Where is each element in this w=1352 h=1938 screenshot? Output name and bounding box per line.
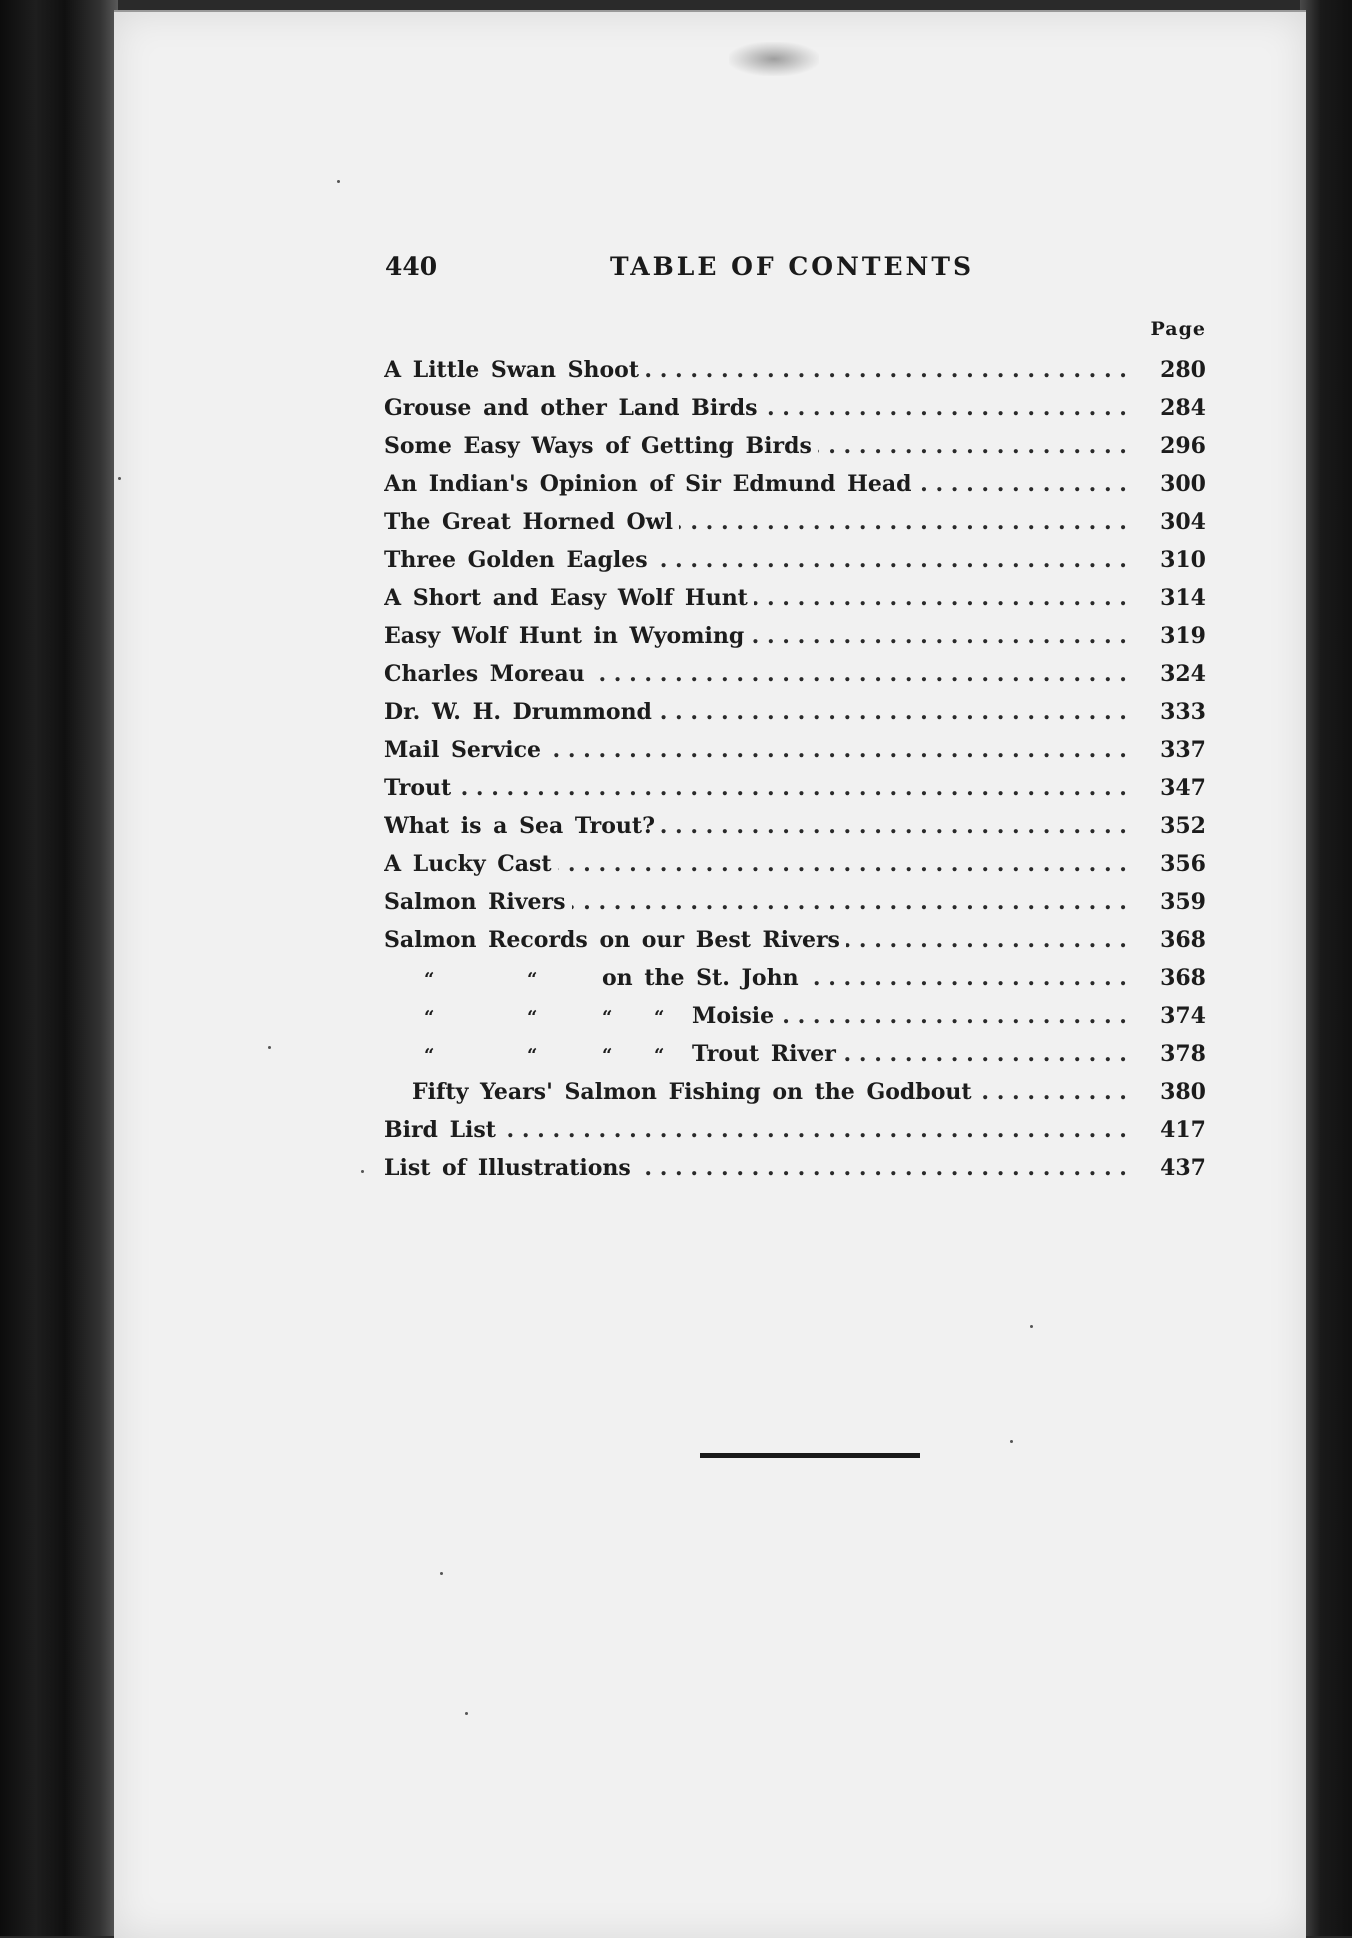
- toc-entry-title: Some Easy Ways of Getting Birds: [384, 433, 818, 459]
- toc-entry: [384, 541, 1206, 579]
- ditto-mark: “: [654, 1045, 665, 1066]
- toc-entry: [384, 465, 1206, 503]
- section-divider-rule: [700, 1453, 920, 1458]
- toc-entry: [384, 959, 1206, 997]
- toc-entry-page: 280: [1140, 351, 1206, 389]
- toc-entry-title: Mail Service: [384, 737, 547, 763]
- toc-entry-title: Dr. W. H. Drummond: [384, 699, 658, 725]
- toc-entry-title: A Little Swan Shoot: [384, 357, 645, 383]
- toc-entry-title: Charles Moreau: [384, 661, 591, 687]
- paper-speck: [440, 1572, 443, 1575]
- toc-entry: [384, 769, 1206, 807]
- toc-entry-page: 368: [1140, 921, 1206, 959]
- toc-entry: [384, 921, 1206, 959]
- toc-entry: [384, 503, 1206, 541]
- toc-entry-subtitle: Moisie: [692, 1003, 775, 1029]
- toc-entry-title: Bird List: [384, 1117, 502, 1143]
- toc-entry-title: Salmon Rivers: [384, 889, 572, 915]
- toc-entry-page: 333: [1140, 693, 1206, 731]
- toc-entry-title: Salmon Records on our Best Rivers: [384, 927, 846, 953]
- toc-entry-page: 368: [1140, 959, 1206, 997]
- toc-entry-title: List of Illustrations: [384, 1155, 637, 1181]
- toc-entry: [384, 389, 1206, 427]
- paper-speck: [268, 1046, 271, 1049]
- toc-entry-page: 296: [1140, 427, 1206, 465]
- toc-entry-title: Grouse and other Land Birds: [384, 395, 764, 421]
- toc-entry-page: 310: [1140, 541, 1206, 579]
- toc-entry: [384, 1035, 1206, 1073]
- toc-entry-page: 356: [1140, 845, 1206, 883]
- toc-entry-title: [384, 1003, 780, 1029]
- running-title: TABLE OF CONTENTS: [610, 252, 975, 281]
- toc-entry: [384, 997, 1206, 1035]
- ditto-mark: “: [527, 1045, 538, 1066]
- toc-entry-page: 359: [1140, 883, 1206, 921]
- toc-entry-page: 314: [1140, 579, 1206, 617]
- ditto-mark: “: [602, 1045, 613, 1066]
- toc-entry-page: 374: [1140, 997, 1206, 1035]
- ditto-mark: “: [602, 1007, 613, 1028]
- page-number: 440: [385, 252, 438, 281]
- toc-entry: [384, 883, 1206, 921]
- toc-entry-page: 347: [1140, 769, 1206, 807]
- toc-entry: [384, 617, 1206, 655]
- toc-entry-page: 324: [1140, 655, 1206, 693]
- paper-speck: [118, 477, 121, 480]
- toc-entry-page: 319: [1140, 617, 1206, 655]
- page-edge: [1300, 0, 1352, 1936]
- toc-entry-page: 378: [1140, 1035, 1206, 1073]
- toc-entry-title: Three Golden Eagles: [384, 547, 654, 573]
- paper-speck: [337, 180, 340, 183]
- paper-speck: [1030, 1325, 1033, 1328]
- ditto-mark: “: [654, 1007, 665, 1028]
- toc-entry: [384, 731, 1206, 769]
- toc-entry-page: 300: [1140, 465, 1206, 503]
- toc-entry-title: [384, 1041, 842, 1067]
- toc-entry: [384, 427, 1206, 465]
- ditto-mark: “: [527, 1007, 538, 1028]
- toc-entry-title: Fifty Years' Salmon Fishing on the Godbout: [384, 1079, 978, 1105]
- toc-entry: [384, 1111, 1206, 1149]
- toc-entry: [384, 655, 1206, 693]
- ditto-mark: “: [527, 969, 538, 990]
- toc-entry: [384, 1149, 1206, 1187]
- toc-entry-title: A Lucky Cast: [384, 851, 558, 877]
- toc-entry: [384, 845, 1206, 883]
- ditto-mark: “: [424, 1045, 435, 1066]
- page-column-label: Page: [1150, 318, 1206, 340]
- toc-entry-page: 284: [1140, 389, 1206, 427]
- toc-entry-page: 304: [1140, 503, 1206, 541]
- ditto-mark: “: [424, 969, 435, 990]
- toc-entry-page: 380: [1140, 1073, 1206, 1111]
- toc-entry-page: 437: [1140, 1149, 1206, 1187]
- toc-entry-page: 337: [1140, 731, 1206, 769]
- toc-entry-subtitle: on the St. John: [602, 965, 799, 991]
- toc-entry: [384, 351, 1206, 389]
- toc-entry-page: 417: [1140, 1111, 1206, 1149]
- toc-entry-page: 352: [1140, 807, 1206, 845]
- toc-entry-title: Trout: [384, 775, 457, 801]
- toc-entry-title: The Great Horned Owl: [384, 509, 679, 535]
- toc-entry: [384, 807, 1206, 845]
- toc-entry-subtitle: Trout River: [692, 1041, 836, 1067]
- toc-entry-title: What is a Sea Trout?: [384, 813, 661, 839]
- toc-entry: [384, 1073, 1206, 1111]
- book-binding: [0, 0, 118, 1936]
- page-header: [385, 252, 1205, 292]
- paper-speck: [465, 1712, 468, 1715]
- toc-entry-title: [384, 965, 805, 991]
- toc-entry-title: Easy Wolf Hunt in Wyoming: [384, 623, 750, 649]
- paper-speck: [361, 1170, 364, 1173]
- toc-entry: [384, 693, 1206, 731]
- toc-entry: [384, 579, 1206, 617]
- paper-speck: [1010, 1440, 1013, 1443]
- ditto-mark: “: [424, 1007, 435, 1028]
- toc-entry-title: A Short and Easy Wolf Hunt: [384, 585, 754, 611]
- ink-smudge: [729, 42, 819, 76]
- table-of-contents: [384, 351, 1206, 1187]
- toc-entry-title: An Indian's Opinion of Sir Edmund Head: [384, 471, 918, 497]
